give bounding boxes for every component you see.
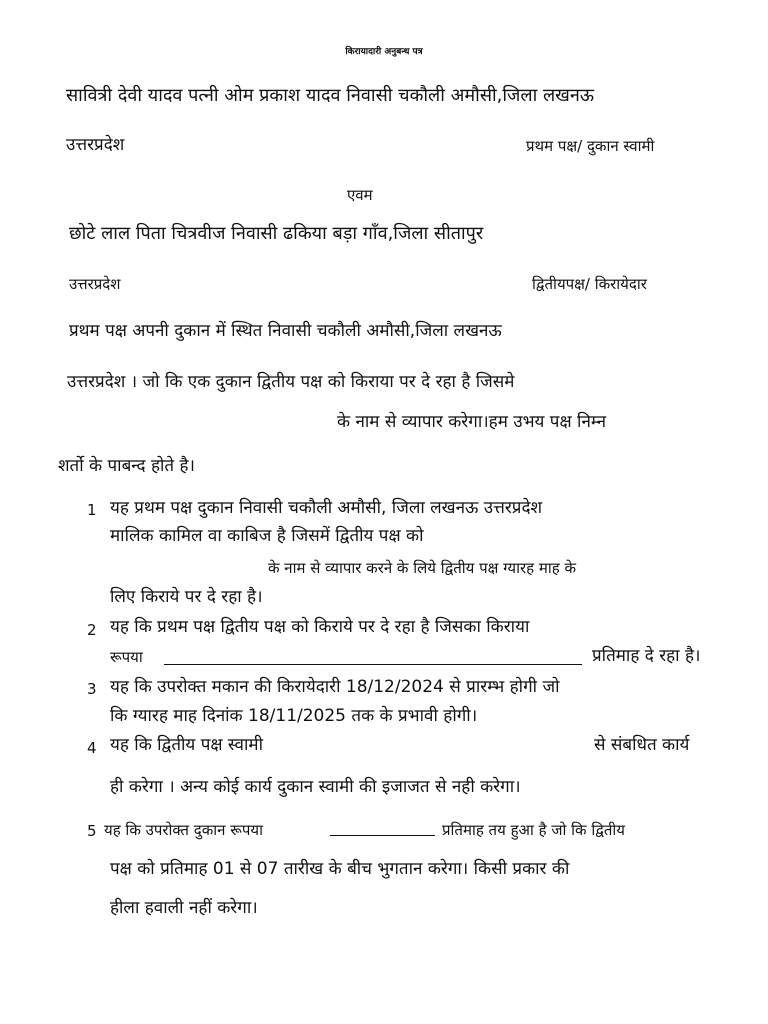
clause-line: प्रतिमाह दे रहा है।	[592, 646, 701, 666]
rent-amount-blank	[164, 664, 582, 665]
clause-line: मालिक कामिल वा काबिज है जिसमें द्वितीय पक्ष को	[110, 526, 424, 546]
clause-line: ही करेगा । अन्य कोई कार्य दुकान स्वामी की इजाजत से नही करेगा।	[110, 777, 521, 797]
conjunction: एवम	[347, 186, 373, 204]
intro-line2: उत्तरप्रदेश । जो कि एक दुकान द्वितीय पक्ष को किराया पर दे रहा है जिसमे	[67, 372, 515, 392]
clause-line: प्रतिमाह तय हुआ है जो कि द्वितीय	[442, 821, 625, 839]
clause-line: यह कि उपरोक्त मकान की किरायेदारी 18/12/2024 से प्रारम्भ होगी जो	[110, 677, 560, 697]
intro-line1: प्रथम पक्ष अपनी दुकान में स्थित निवासी चकौली अमौसी,जिला लखनऊ	[69, 321, 502, 341]
intro-line3: के नाम से व्यापार करेगा।हम उभय पक्ष निम्न	[337, 412, 607, 432]
first-party-role: प्रथम पक्ष/ दुकान स्वामी	[526, 137, 655, 155]
clause-number: 1	[87, 501, 97, 519]
second-party-role: द्वितीयपक्ष/ किरायेदार	[532, 275, 647, 293]
clause-line: से संबधित कार्य	[594, 735, 690, 755]
monthly-rent-blank	[330, 835, 435, 836]
second-party-line1: छोटे लाल पिता चित्रवीज निवासी ढकिया बड़ा गाँव,जिला सीतापुर	[69, 223, 484, 244]
clause-number: 3	[87, 680, 97, 698]
first-party-line1: सावित्री देवी यादव पत्नी ओम प्रकाश यादव निवासी चकौली अमौसी,जिला लखनऊ	[66, 85, 595, 106]
clause-number: 4	[87, 739, 97, 757]
clause-line: यह कि प्रथम पक्ष द्वितीय पक्ष को किराये पर दे रहा है जिसका किराया	[110, 617, 530, 637]
clause-line: कि ग्यारह माह दिनांक 18/11/2025 तक के प्रभावी होगी।	[110, 706, 478, 726]
clause-line: रूपया	[110, 648, 143, 666]
intro-line4: शर्तो के पाबन्द होते है।	[58, 456, 195, 476]
clause-number: 5	[87, 822, 97, 840]
clause-line: के नाम से व्यापार करने के लिये द्वितीय पक्ष ग्यारह माह के	[268, 559, 576, 577]
second-party-line2: उत्तरप्रदेश	[69, 275, 121, 293]
clause-line: पक्ष को प्रतिमाह 01 से 07 तारीख के बीच भुगतान करेगा। किसी प्रकार की	[110, 859, 570, 879]
clause-line: लिए किराये पर दे रहा है।	[110, 587, 263, 607]
document-title: किरायादारी अनुबन्ध पत्र	[345, 47, 423, 57]
clause-line: यह कि उपरोक्त दुकान रूपया	[104, 821, 263, 839]
clause-number: 2	[87, 621, 97, 639]
clause-line: हीला हवाली नहीं करेगा।	[110, 898, 258, 918]
clause-line: यह प्रथम पक्ष दुकान निवासी चकौली अमौसी, जिला लखनऊ उत्तरप्रदेश	[110, 498, 543, 518]
clause-line: यह कि द्वितीय पक्ष स्वामी	[110, 735, 263, 755]
first-party-line2: उत्तरप्रदेश	[66, 135, 125, 155]
